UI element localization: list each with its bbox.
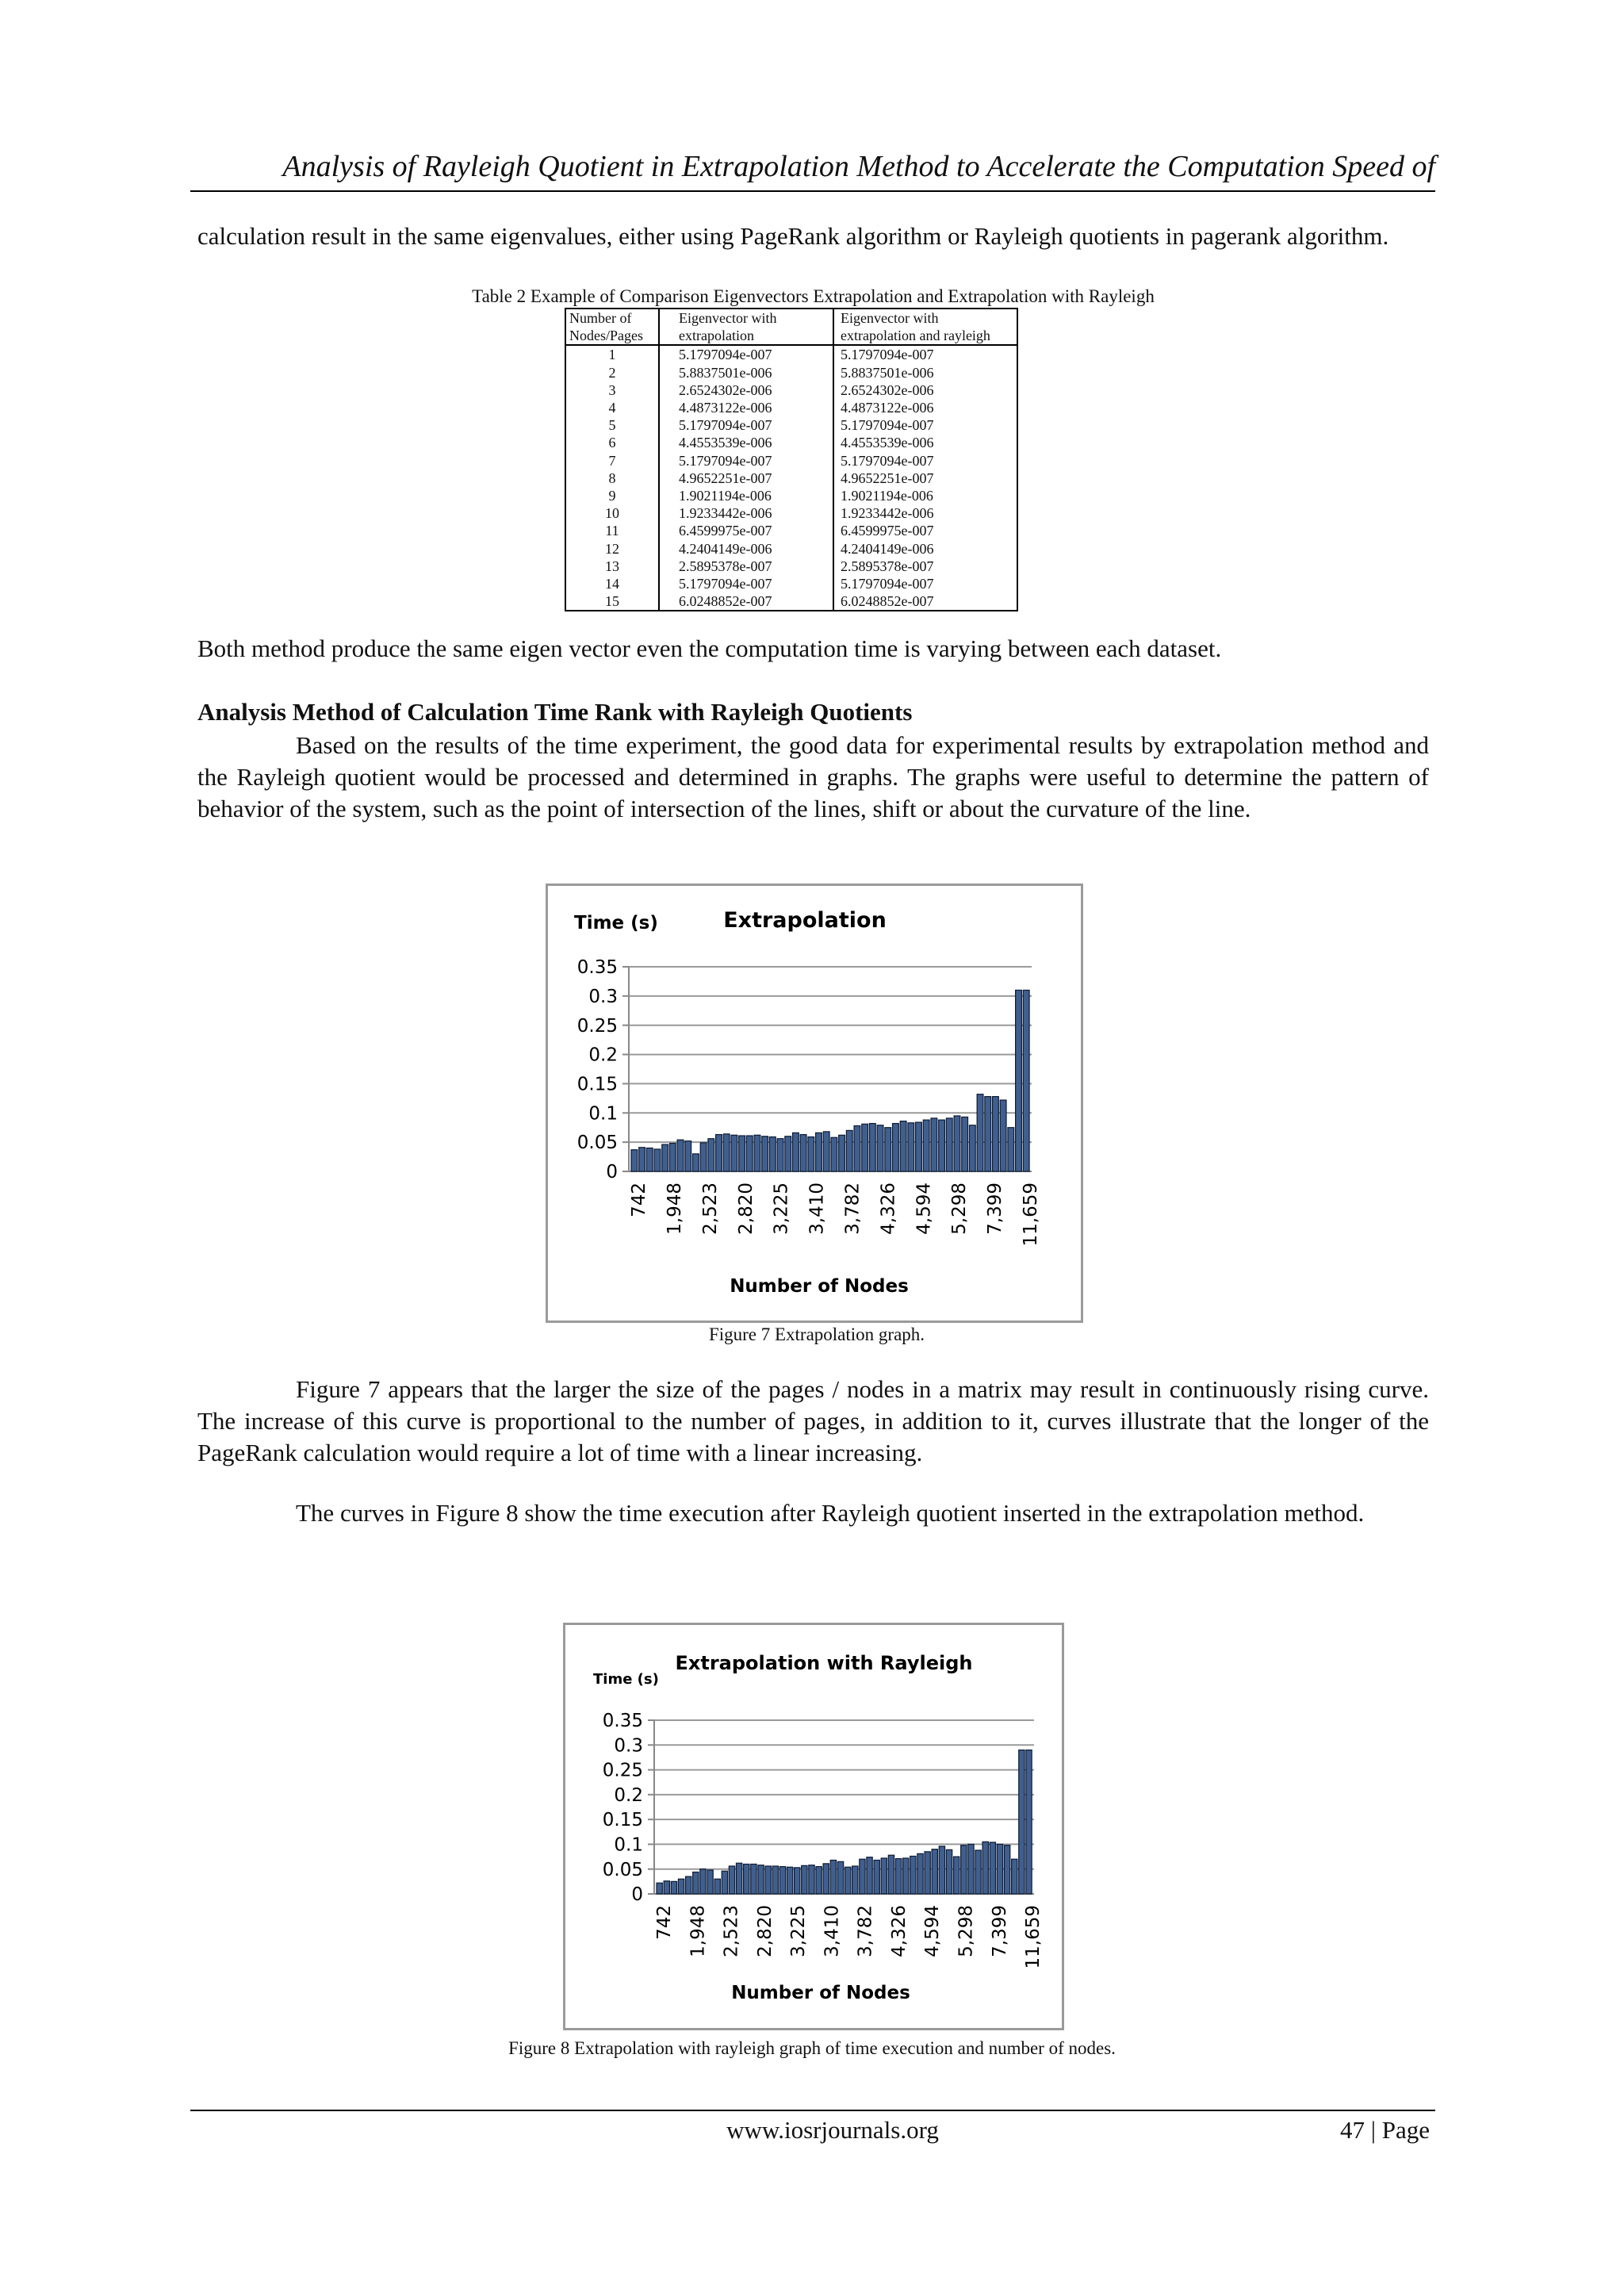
cell-eigenvector-extrapolation: 4.2404149e-006 — [659, 540, 833, 558]
cell-node-number: 2 — [565, 364, 659, 381]
x-tick-label: 7,399 — [985, 1182, 1006, 1235]
bar — [1023, 990, 1029, 1171]
x-tick-label: 4,594 — [922, 1905, 944, 1957]
table-row — [565, 470, 1017, 487]
bar — [954, 1857, 959, 1894]
x-tick-label: 3,782 — [842, 1182, 864, 1235]
bar — [860, 1859, 865, 1894]
cell-node-number: 14 — [565, 575, 659, 592]
intro-paragraph: calculation result in the same eigenvalues, either using PageRank algorithm or Rayleigh quotients in pagerank algorithm. — [197, 222, 1389, 250]
y-tick-label: 0.1 — [614, 1834, 643, 1856]
table-row — [565, 381, 1017, 399]
col-header-line: Nodes/Pages — [569, 328, 643, 344]
x-tick-label: 1,948 — [688, 1905, 709, 1957]
cell-eigenvector-rayleigh: 6.4599975e-007 — [833, 522, 1017, 539]
cell-node-number: 9 — [565, 487, 659, 504]
bar — [685, 1141, 691, 1171]
bar — [793, 1133, 799, 1171]
chart-title: Extrapolation — [723, 908, 887, 933]
bar — [707, 1870, 713, 1894]
bar — [985, 1097, 991, 1171]
x-tick-label: 7,399 — [989, 1905, 1010, 1957]
cell-eigenvector-rayleigh: 5.1797094e-007 — [833, 575, 1017, 592]
cell-node-number: 7 — [565, 452, 659, 470]
bar — [646, 1148, 653, 1171]
table-caption: Table 2 Example of Comparison Eigenvectors Extrapolation and Extrapolation with Rayleigh — [472, 286, 1155, 306]
bar — [664, 1881, 669, 1894]
table-row — [565, 504, 1017, 522]
bar — [939, 1120, 945, 1171]
bar — [729, 1866, 734, 1894]
cell-eigenvector-rayleigh: 4.4873122e-006 — [833, 399, 1017, 416]
bar — [800, 1135, 806, 1171]
bar — [977, 1094, 983, 1171]
bar — [1008, 1128, 1014, 1171]
bar — [862, 1124, 868, 1171]
bar — [885, 1128, 891, 1171]
col-header-rayleigh — [833, 309, 1017, 345]
x-tick-label: 4,326 — [888, 1905, 910, 1957]
bar — [877, 1125, 883, 1171]
bar — [903, 1858, 909, 1894]
cell-eigenvector-rayleigh: 5.1797094e-007 — [833, 416, 1017, 434]
bar — [708, 1139, 714, 1171]
bar — [910, 1856, 916, 1894]
cell-eigenvector-extrapolation: 1.9233442e-006 — [659, 504, 833, 522]
bar — [946, 1118, 952, 1171]
bar — [678, 1879, 684, 1894]
x-tick-label: 3,410 — [822, 1905, 843, 1957]
bar — [693, 1154, 699, 1171]
cell-eigenvector-rayleigh: 5.8837501e-006 — [833, 364, 1017, 381]
cell-eigenvector-extrapolation: 4.4553539e-006 — [659, 434, 833, 451]
bar — [916, 1122, 922, 1171]
bar — [802, 1865, 807, 1894]
table-row — [565, 592, 1017, 611]
bar — [982, 1842, 988, 1894]
bar — [787, 1867, 792, 1894]
figure-8-caption: Figure 8 Extrapolation with rayleigh graph of time execution and number of nodes. — [508, 2038, 1116, 2058]
bar — [686, 1876, 691, 1894]
y-tick-label: 0 — [606, 1162, 618, 1183]
cell-eigenvector-extrapolation: 1.9021194e-006 — [659, 487, 833, 504]
bar — [714, 1879, 720, 1894]
bar — [736, 1863, 741, 1894]
table-body — [565, 345, 1017, 611]
bar — [785, 1137, 791, 1171]
table-row — [565, 452, 1017, 470]
cell-node-number: 12 — [565, 540, 659, 558]
cell-node-number: 13 — [565, 558, 659, 575]
bar — [723, 1134, 730, 1171]
table-row — [565, 540, 1017, 558]
cell-node-number: 5 — [565, 416, 659, 434]
bar — [1000, 1100, 1006, 1171]
bar — [846, 1130, 852, 1171]
col-header-line: Number of — [569, 310, 632, 326]
y-tick-label: 0.1 — [588, 1103, 618, 1125]
figure-7-chart — [546, 884, 1083, 1323]
bar — [654, 1149, 661, 1171]
cell-eigenvector-rayleigh: 4.9652251e-007 — [833, 470, 1017, 487]
bar — [758, 1865, 764, 1894]
y-axis-label: Time (s) — [574, 913, 658, 933]
bar — [1004, 1846, 1009, 1894]
x-tick-label: 5,298 — [956, 1905, 977, 1957]
cell-eigenvector-extrapolation: 4.9652251e-007 — [659, 470, 833, 487]
bar — [762, 1137, 768, 1171]
bar — [754, 1135, 760, 1171]
y-axis-label: Time (s) — [593, 1671, 659, 1688]
bar — [1026, 1750, 1032, 1894]
bar — [997, 1844, 1002, 1894]
figure-8-chart — [563, 1623, 1064, 2030]
x-tick-label: 2,523 — [699, 1182, 721, 1235]
bar — [739, 1136, 745, 1171]
bar — [700, 1869, 706, 1894]
bar — [939, 1846, 944, 1894]
cell-eigenvector-extrapolation: 5.1797094e-007 — [659, 452, 833, 470]
cell-node-number: 10 — [565, 504, 659, 522]
table-row — [565, 487, 1017, 504]
bar — [671, 1881, 676, 1894]
bar — [693, 1872, 699, 1894]
table-row — [565, 522, 1017, 539]
bar — [816, 1867, 822, 1894]
bar — [845, 1867, 851, 1894]
cell-eigenvector-extrapolation: 2.5895378e-007 — [659, 558, 833, 575]
bar — [968, 1844, 974, 1894]
bar — [917, 1853, 923, 1894]
col-header-extrapolation — [659, 309, 833, 345]
y-tick-label: 0.3 — [588, 986, 618, 1007]
cell-eigenvector-extrapolation: 5.1797094e-007 — [659, 575, 833, 592]
bar — [837, 1861, 843, 1894]
bar — [777, 1139, 783, 1171]
bar — [900, 1121, 906, 1171]
bar — [852, 1866, 858, 1894]
bar — [677, 1140, 684, 1171]
bar — [769, 1137, 776, 1171]
x-tick-label: 742 — [629, 1182, 650, 1217]
bar — [657, 1883, 662, 1894]
cell-eigenvector-rayleigh: 1.9021194e-006 — [833, 487, 1017, 504]
bar — [746, 1136, 753, 1171]
bar — [954, 1116, 960, 1171]
header-divider — [190, 190, 1435, 192]
x-tick-label: 1,948 — [664, 1182, 685, 1235]
x-tick-label: 2,820 — [735, 1182, 756, 1235]
y-tick-label: 0.25 — [602, 1760, 643, 1781]
bar — [946, 1849, 952, 1894]
bar — [893, 1124, 899, 1171]
cell-eigenvector-extrapolation: 6.4599975e-007 — [659, 522, 833, 539]
bar — [1019, 1750, 1025, 1894]
bar — [669, 1144, 676, 1171]
bar — [869, 1124, 875, 1171]
footer-url: www.iosrjournals.org — [726, 2116, 939, 2144]
y-tick-label: 0.35 — [576, 957, 618, 979]
bar — [931, 1118, 937, 1171]
bar — [816, 1133, 822, 1171]
bar — [1016, 990, 1022, 1171]
cell-node-number: 15 — [565, 592, 659, 611]
footer-divider — [190, 2110, 1435, 2111]
x-tick-label: 3,225 — [788, 1905, 810, 1957]
running-header: Analysis of Rayleigh Quotient in Extrapolation Method to Accelerate the Computation Speed of — [282, 150, 1435, 183]
after-table-text: Both method produce the same eigen vector even the computation time is varying between each dataset. — [197, 634, 1222, 662]
cell-eigenvector-extrapolation: 4.4873122e-006 — [659, 399, 833, 416]
col-header-line: extrapolation and rayleigh — [841, 328, 990, 344]
cell-eigenvector-extrapolation: 6.0248852e-007 — [659, 592, 833, 611]
cell-eigenvector-rayleigh: 2.5895378e-007 — [833, 558, 1017, 575]
bar — [908, 1123, 914, 1171]
x-tick-label: 4,594 — [914, 1182, 935, 1235]
cell-node-number: 3 — [565, 381, 659, 399]
x-tick-label: 4,326 — [878, 1182, 899, 1235]
y-tick-label: 0.35 — [602, 1711, 643, 1732]
cell-node-number: 11 — [565, 522, 659, 539]
bar — [969, 1125, 975, 1171]
table-header-row — [565, 309, 1017, 345]
table-row — [565, 399, 1017, 416]
table-row — [565, 364, 1017, 381]
x-tick-label: 11,659 — [1021, 1182, 1042, 1247]
bar — [662, 1144, 668, 1171]
x-tick-label: 11,659 — [1023, 1905, 1044, 1969]
bar — [779, 1867, 785, 1894]
bar — [975, 1850, 981, 1894]
bar — [932, 1849, 937, 1894]
bar — [716, 1135, 722, 1171]
figure-7-caption: Figure 7 Extrapolation graph. — [708, 1324, 925, 1344]
rayleigh-chart-svg — [565, 1625, 1062, 2028]
bar — [765, 1866, 771, 1894]
col-header-line: Eigenvector with — [679, 310, 777, 326]
footer-page-number: 47 | Page — [1340, 2116, 1430, 2144]
bar — [895, 1859, 901, 1894]
cell-eigenvector-extrapolation: 5.8837501e-006 — [659, 364, 833, 381]
y-tick-label: 0.2 — [588, 1045, 618, 1066]
table-row — [565, 558, 1017, 575]
bar — [731, 1135, 737, 1171]
col-header-nodes — [565, 309, 659, 345]
bar — [744, 1864, 749, 1894]
figure-7-paragraph: Figure 7 appears that the larger the size of the pages / nodes in a matrix may result in continuously rising curve. The increase of this curve is proportional to the number of pages, in addition to it, curves illustrate that the longer of the PageRank calculation would require a lot of time with a linear increasing. — [197, 1375, 1429, 1466]
bar — [839, 1135, 845, 1171]
bar — [722, 1871, 727, 1894]
cell-eigenvector-extrapolation: 2.6524302e-006 — [659, 381, 833, 399]
cell-eigenvector-rayleigh: 4.2404149e-006 — [833, 540, 1017, 558]
bar — [962, 1117, 968, 1171]
table-row — [565, 345, 1017, 363]
section-heading: Analysis Method of Calculation Time Rank with Rayleigh Quotients — [197, 698, 913, 726]
cell-node-number: 1 — [565, 345, 659, 363]
section-paragraph: Based on the results of the time experiment, the good data for experimental results by extrapolation method and the Rayleigh quotient would be processed and determined in graphs. The graphs were useful to determine the pattern of behavior of the system, such as the point of intersection of the lines, shift or about the curvature of the line. — [197, 731, 1429, 822]
cell-eigenvector-extrapolation: 5.1797094e-007 — [659, 345, 833, 363]
bar — [854, 1126, 860, 1171]
bar — [795, 1868, 800, 1894]
y-tick-label: 0.05 — [602, 1859, 643, 1880]
col-header-line: extrapolation — [679, 328, 754, 344]
x-tick-label: 2,820 — [754, 1905, 776, 1957]
bar — [874, 1860, 879, 1894]
bar — [772, 1866, 778, 1894]
cell-eigenvector-rayleigh: 6.0248852e-007 — [833, 592, 1017, 611]
bar — [751, 1864, 756, 1894]
cell-eigenvector-extrapolation: 5.1797094e-007 — [659, 416, 833, 434]
col-header-line: Eigenvector with — [841, 310, 939, 326]
x-axis-label: Number of Nodes — [730, 1276, 909, 1297]
chart-title: Extrapolation with Rayleigh — [675, 1652, 973, 1674]
cell-eigenvector-rayleigh: 4.4553539e-006 — [833, 434, 1017, 451]
y-tick-label: 0.15 — [576, 1074, 618, 1095]
cell-eigenvector-rayleigh: 5.1797094e-007 — [833, 345, 1017, 363]
y-tick-label: 0 — [631, 1884, 643, 1906]
cell-eigenvector-rayleigh: 1.9233442e-006 — [833, 504, 1017, 522]
bar — [639, 1148, 645, 1171]
figure-8-paragraph: The curves in Figure 8 show the time execution after Rayleigh quotient inserted in the extrapolation method. — [296, 1499, 1365, 1527]
bar — [1012, 1859, 1017, 1894]
bar — [700, 1143, 707, 1171]
bar — [925, 1852, 930, 1894]
x-axis-label: Number of Nodes — [731, 1983, 910, 2003]
x-tick-label: 5,298 — [949, 1182, 971, 1235]
y-tick-label: 0.2 — [614, 1784, 643, 1806]
bar — [881, 1858, 887, 1894]
bar — [888, 1855, 894, 1894]
cell-eigenvector-rayleigh: 5.1797094e-007 — [833, 452, 1017, 470]
x-tick-label: 3,225 — [771, 1182, 792, 1235]
bar — [808, 1137, 814, 1171]
bar — [809, 1865, 814, 1894]
x-tick-label: 3,782 — [855, 1905, 876, 1957]
y-tick-label: 0.15 — [602, 1810, 643, 1831]
x-tick-label: 742 — [654, 1905, 676, 1940]
bar — [831, 1137, 837, 1171]
bar — [867, 1857, 872, 1894]
bar — [990, 1842, 995, 1894]
bar — [823, 1864, 829, 1894]
cell-node-number: 4 — [565, 399, 659, 416]
cell-node-number: 6 — [565, 434, 659, 451]
eigenvector-table — [565, 308, 1018, 611]
bar — [993, 1097, 999, 1171]
cell-eigenvector-rayleigh: 2.6524302e-006 — [833, 381, 1017, 399]
bar — [923, 1120, 929, 1171]
y-tick-label: 0.25 — [576, 1015, 618, 1037]
bar — [823, 1132, 829, 1171]
table-row — [565, 575, 1017, 592]
extrapolation-chart-svg — [548, 886, 1081, 1320]
x-tick-label: 3,410 — [806, 1182, 828, 1235]
table-row — [565, 434, 1017, 451]
bar — [830, 1860, 836, 1894]
y-tick-label: 0.3 — [614, 1735, 643, 1757]
bar — [631, 1150, 638, 1171]
bar — [961, 1846, 967, 1894]
x-tick-label: 2,523 — [721, 1905, 742, 1957]
cell-node-number: 8 — [565, 470, 659, 487]
y-tick-label: 0.05 — [576, 1133, 618, 1154]
table-row — [565, 416, 1017, 434]
